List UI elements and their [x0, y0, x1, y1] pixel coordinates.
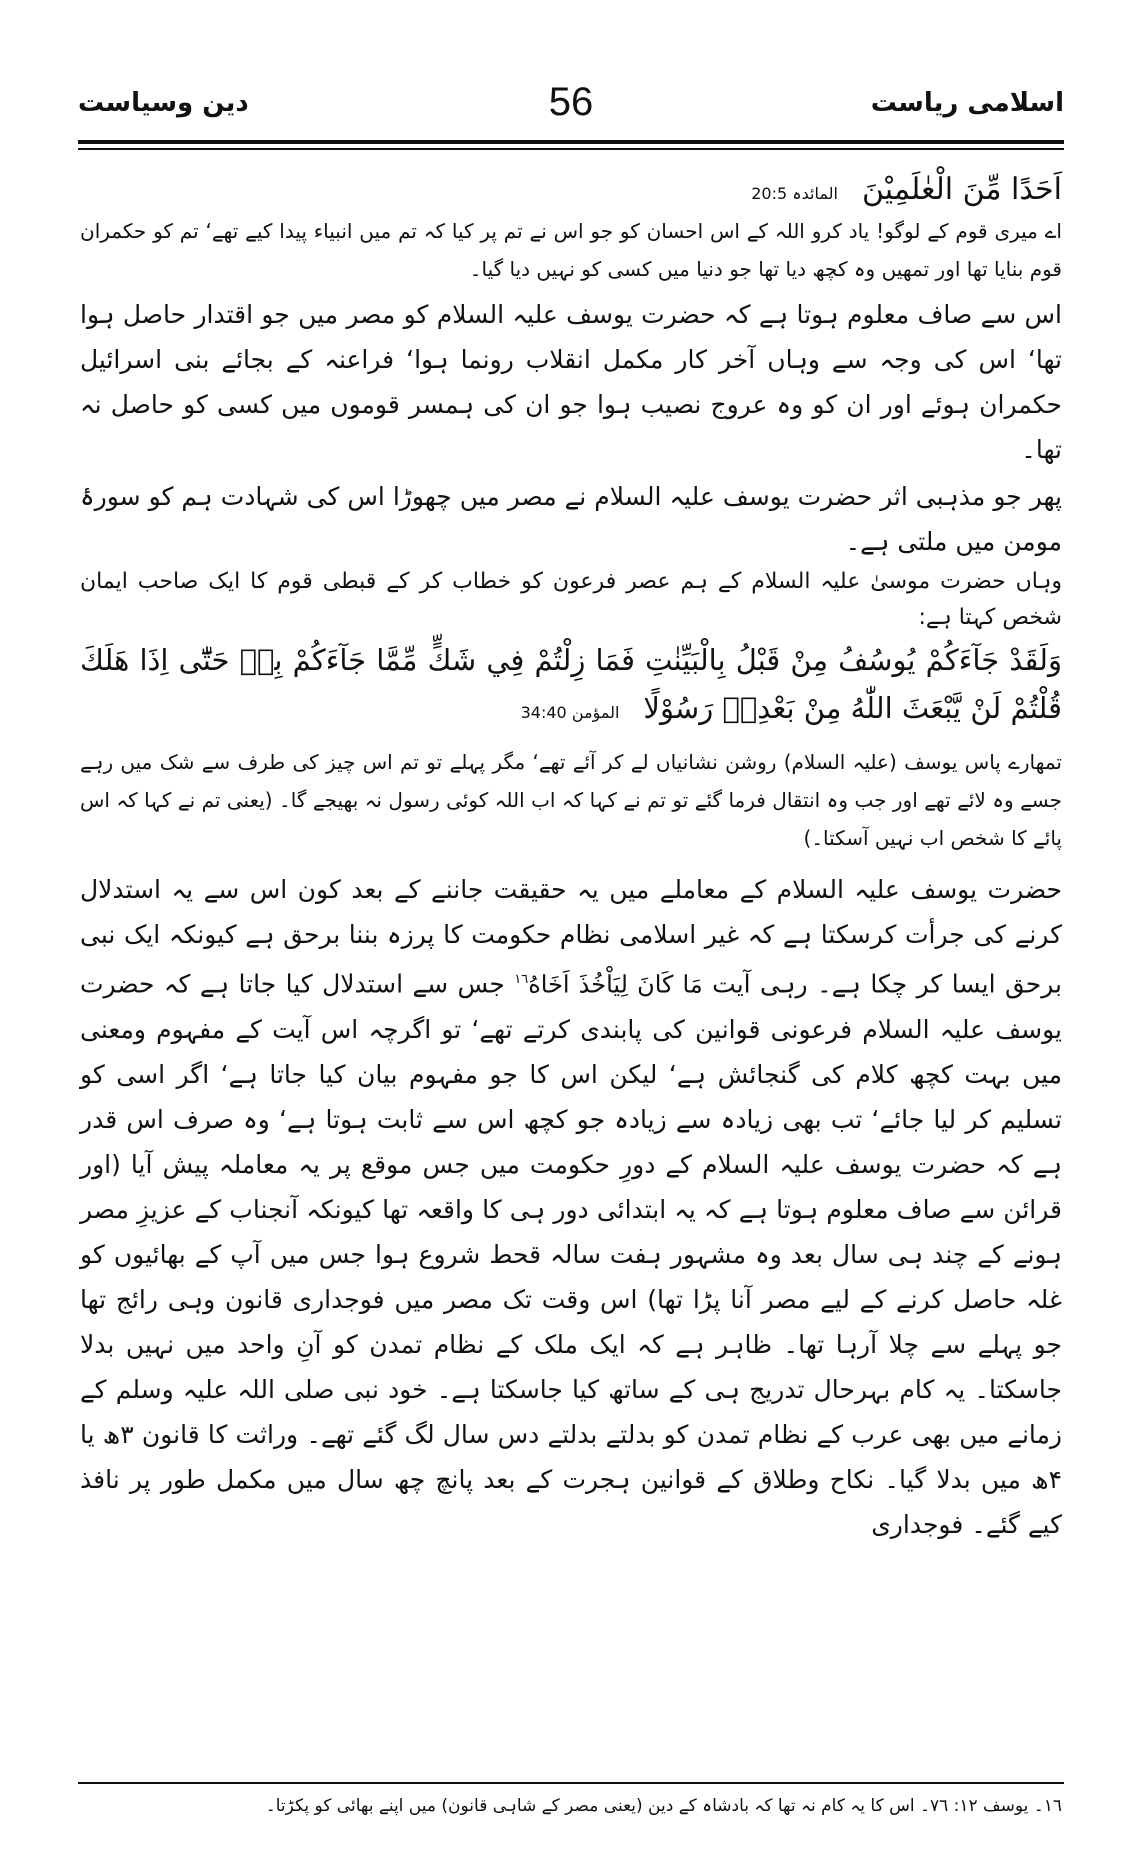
book-title: اسلامی ریاست: [870, 88, 1064, 118]
page-header: [78, 78, 1064, 148]
verse-2-number: 34:40: [520, 703, 567, 722]
header-rule-thick: [78, 140, 1064, 144]
header-rule-thin: [78, 148, 1064, 150]
main-text: [80, 168, 1062, 1547]
translation-1: اے میری قوم کے لوگو! یاد کرو اللہ کے اس احسان کو جو اس نے تم پر کیا کہ تم میں انبیاء پیدا کیے تھے‘ تم کو حکمران قوم بنایا تھا اور تمھیں وہ کچھ دیا تھا جو دنیا میں کسی کو نہیں دیا گیا۔: [80, 219, 1062, 281]
page-number: 56: [548, 80, 594, 124]
footnote-rule: [78, 1782, 1064, 1784]
footnote-marker: ١٦: [514, 972, 529, 987]
paragraph-1: اس سے صاف معلوم ہوتا ہے کہ حضرت یوسف علیہ السلام کو مصر میں جو اقتدار حاصل ہوا تھا‘ اس کی وجہ سے وہاں آخر کار مکمل انقلاب رونما ہوا‘ فراعنہ کے بجائے بنی اسرائیل حکمران ہوئے اور ان کو وہ عروج نصیب ہوا جو ان کی ہمسر قوموں میں کسی کو حاصل نہ تھا۔: [80, 300, 1062, 464]
verse-1-text: اَحَدًا مِّنَ الْعٰلَمِیْنَ: [861, 172, 1062, 207]
paragraph-3-part-2: جس سے استدلال کیا جاتا ہے کہ حضرت یوسف علیہ السلام فرعونی قوانین کی پابندی کرتے تھے‘ تو اگرچہ اس آیت کے مفہوم ومعنی میں بہت کچھ کلام کی گنجائش ہے‘ لیکن اس کا جو مفہوم بیان کیا جاتا ہے‘ اگر اسی کو تسلیم کر لیا جائے‘ تب بھی زیادہ سے زیادہ جو کچھ اس سے ثابت ہوتا ہے‘ وہ صرف اس قدر ہے کہ حضرت یوسف علیہ السلام کے دورِ حکومت میں جس موقع پر یہ معاملہ پیش آیا (اور قرائن سے صاف معلوم ہوتا ہے کہ یہ ابتدائی دور ہی کا واقعہ تھا کیونکہ آنجناب کے عزیزِ مصر ہونے کے چند ہی سال بعد وہ مشہور ہفت سالہ قحط شروع ہوا جس میں آپ کے بھائیوں کو غلہ حاصل کرنے کے لیے مصر آنا پڑا تھا) اس وقت تک مصر میں فوجداری قانون وہی رائج تھا جو پہلے سے چلا آرہا تھا۔ ظاہر ہے کہ ایک ملک کے نظام تمدن کو آنِ واحد میں نہیں بدلا جاسکتا۔ یہ کام بہرحال تدریج ہی کے ساتھ کیا جاسکتا ہے۔ خود نبی صلی اللہ علیہ وسلم کے زمانے میں بھی عرب کے نظام تمدن کو بدلتے بدلتے دس سال لگ گئے تھے۔ وراثت کا قانون ۳ھ یا ۴ھ میں بدلا گیا۔ نکاح وطلاق کے قوانین ہجرت کے بعد پانچ چھ سال میں مکمل طور پر نافذ کیے گئے۔ فوجداری: [80, 969, 1062, 1540]
verse-2-surah: المؤمن: [571, 703, 620, 722]
paragraph-3: [80, 867, 1062, 1547]
inline-verse: مَا كَانَ لِيَاْخُذَ اَخَاهُ: [528, 970, 703, 999]
verse-1-surah: المائدہ: [792, 184, 838, 203]
footnote: ١٦۔ یوسف ١٢: ٧٦۔ اس کا یہ کام نہ تھا کہ بادشاہ کے دین (یعنی مصر کے شاہی قانون) میں اپنے بھائی کو پکڑتا۔: [265, 1796, 1062, 1816]
translation-2: تمھارے پاس یوسف (علیہ السلام) روشن نشانیاں لے کر آئے تھے‘ مگر پہلے تو تم اس چیز کی طرف سے شک میں رہے جسے وہ لائے تھے اور جب وہ انتقال فرما گئے تو تم نے کہا کہ اب اللہ کوئی رسول نہ بھیجے گا۔ (یعنی تم نے کہا کہ اس پائے کا شخص اب نہیں آسکتا۔): [80, 750, 1062, 850]
quran-verse-1: [80, 168, 1062, 212]
chapter-title: دین وسیاست: [78, 88, 249, 118]
verse-1-number: 20:5: [751, 184, 788, 203]
verse-2-line-2-text: قُلْتُمْ لَنْ يَّبْعَثَ اللّٰهُ مِنْ بَعْدِهٖ رَسُوْلًا: [643, 691, 1062, 725]
quran-verse-2-line-1: وَلَقَدْ جَآءَكُمْ يُوسُفُ مِنْ قَبْلُ بِالْبَيِّنٰتِ فَمَا زِلْتُمْ فِي شَكٍّ مِّمَّا جَآءَكُمْ بِهٖ حَتّٰٓى اِذَا هَلَكَ: [80, 643, 1062, 677]
paragraph-2-line-1: پھر جو مذہبی اثر حضرت یوسف علیہ السلام نے مصر میں چھوڑا اس کی شہادت ہم کو سورۂ مومن میں ملتی ہے۔: [80, 482, 1062, 556]
quran-verse-2-line-2: [80, 684, 1062, 737]
verse-1-reference: [751, 172, 838, 216]
verse-2-reference: [521, 689, 620, 737]
paragraph-2-line-2: وہاں حضرت موسیٰ علیہ السلام کے ہم عصر فرعون کو خطاب کر کے قبطی قوم کا ایک صاحب ایمان شخص کہتا ہے:: [80, 569, 1062, 630]
paragraph-3-part-1: حضرت یوسف علیہ السلام کے معاملے میں یہ حقیقت جاننے کے بعد کون اس سے یہ استدلال کرنے کی جرأت کرسکتا ہے کہ غیر اسلامی نظام حکومت کا پرزہ بننا برحق ہے کیونکہ ایک نبی برحق ایسا کر چکا ہے۔ رہی آیت: [80, 875, 1063, 999]
